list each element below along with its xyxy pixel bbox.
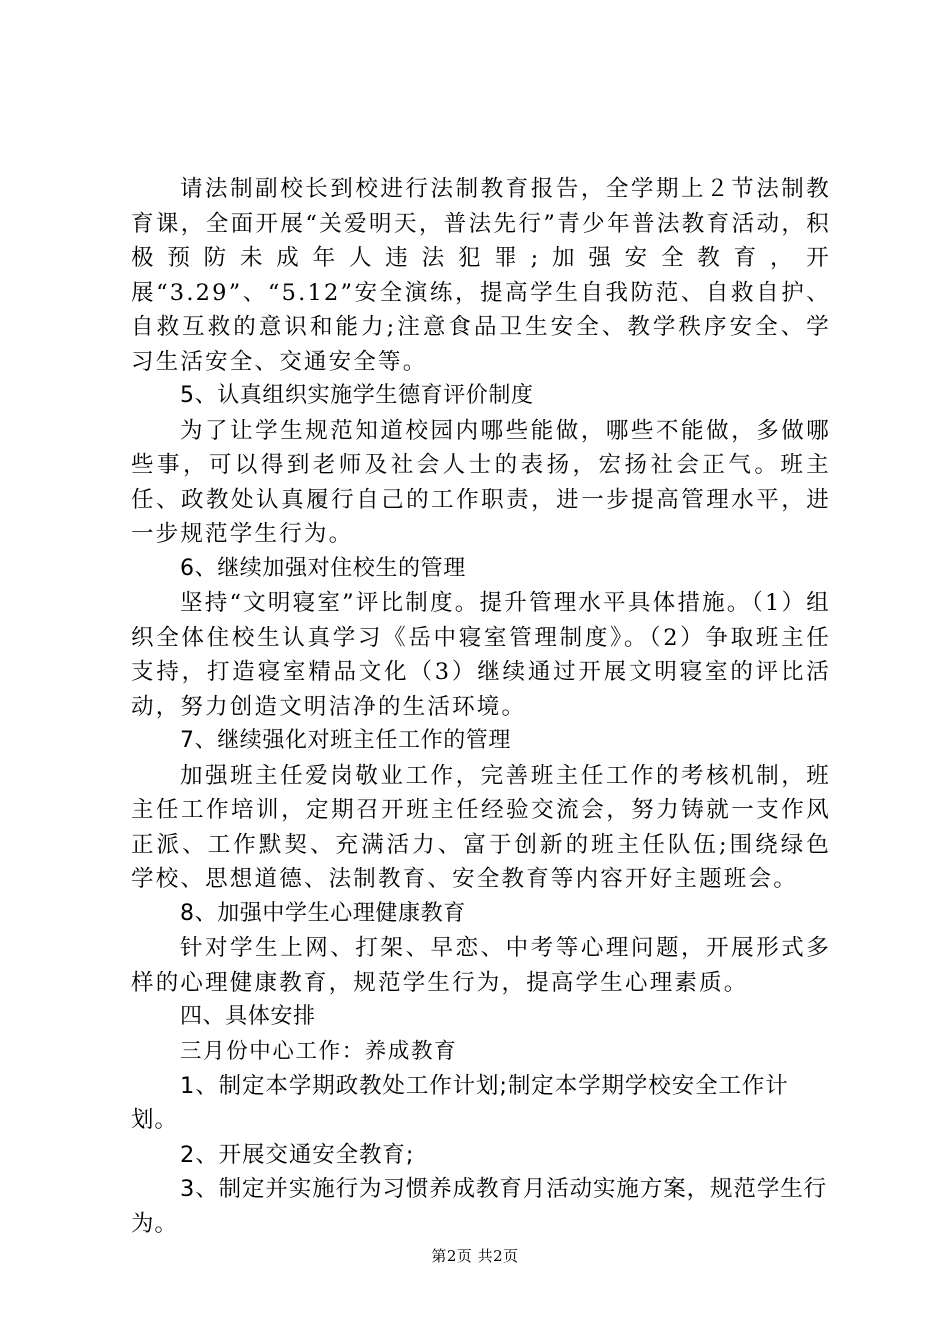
- heading-head-teacher-management: 7、继续强化对班主任工作的管理: [180, 728, 511, 753]
- heading-moral-evaluation: 5、认真组织实施学生德育评价制度: [180, 383, 534, 408]
- paragraph-moral-evaluation: 为了让学生规范知道校园内哪些能做，哪些不能做，多做哪些事，可以得到老师及社会人士的表扬，宏扬社会正气。班主任、政教处认真履行自己的工作职责，进一步提高管理水平，进一步规范学生行为。: [131, 417, 831, 547]
- paragraph-boarding-management: 坚持“文明寝室”评比制度。提升管理水平具体措施。（1）组织全体住校生认真学习《岳中寝室管理制度》。（2）争取班主任支持，打造寝室精品文化（3）继续通过开展文明寝室的评比活动，努力创造文明洁净的生活环境。: [131, 590, 831, 720]
- paragraph-mental-health: 针对学生上网、打架、早恋、中考等心理问题，开展形式多样的心理健康教育，规范学生行为，提高学生心理素质。: [131, 935, 831, 996]
- list-item-habit-formation: 3、制定并实施行为习惯养成教育月活动实施方案，规范学生行为。: [131, 1176, 828, 1237]
- document-body: [131, 172, 831, 1241]
- heading-boarding-management: 6、继续加强对住校生的管理: [180, 555, 466, 581]
- heading-specific-arrangements: 四、具体安排: [180, 1004, 316, 1029]
- subheading-march-focus: 三月份中心工作：养成教育: [180, 1038, 458, 1064]
- list-item-work-plan: 1、制定本学期政教处工作计划;制定本学期学校安全工作计划。: [131, 1072, 789, 1133]
- paragraph-head-teacher-management: 加强班主任爱岗敬业工作，完善班主任工作的考核机制，班主任工作培训，定期召开班主任经验交流会，努力铸就一支作风正派、工作默契、充满活力、富于创新的班主任队伍;围绕绿色学校、思想道德、法制教育、安全教育等内容开好主题班会。: [131, 762, 831, 892]
- paragraph-legal-safety-education: 请法制副校长到校进行法制教育报告，全学期上２节法制教育课，全面开展“关爱明天，普法先行”青少年普法教育活动，积极预防未成年人违法犯罪;加强安全教育，开展“3.29”、“5.12”安全演练，提高学生自我防范、自救自护、自救互救的意识和能力;注意食品卫生安全、教学秩序安全、学习生活安全、交通安全等。: [131, 176, 831, 375]
- page-number-footer: 第2页 共2页: [431, 1247, 519, 1265]
- list-item-traffic-safety: 2、开展交通安全教育;: [180, 1141, 415, 1168]
- heading-mental-health: 8、加强中学生心理健康教育: [180, 900, 466, 926]
